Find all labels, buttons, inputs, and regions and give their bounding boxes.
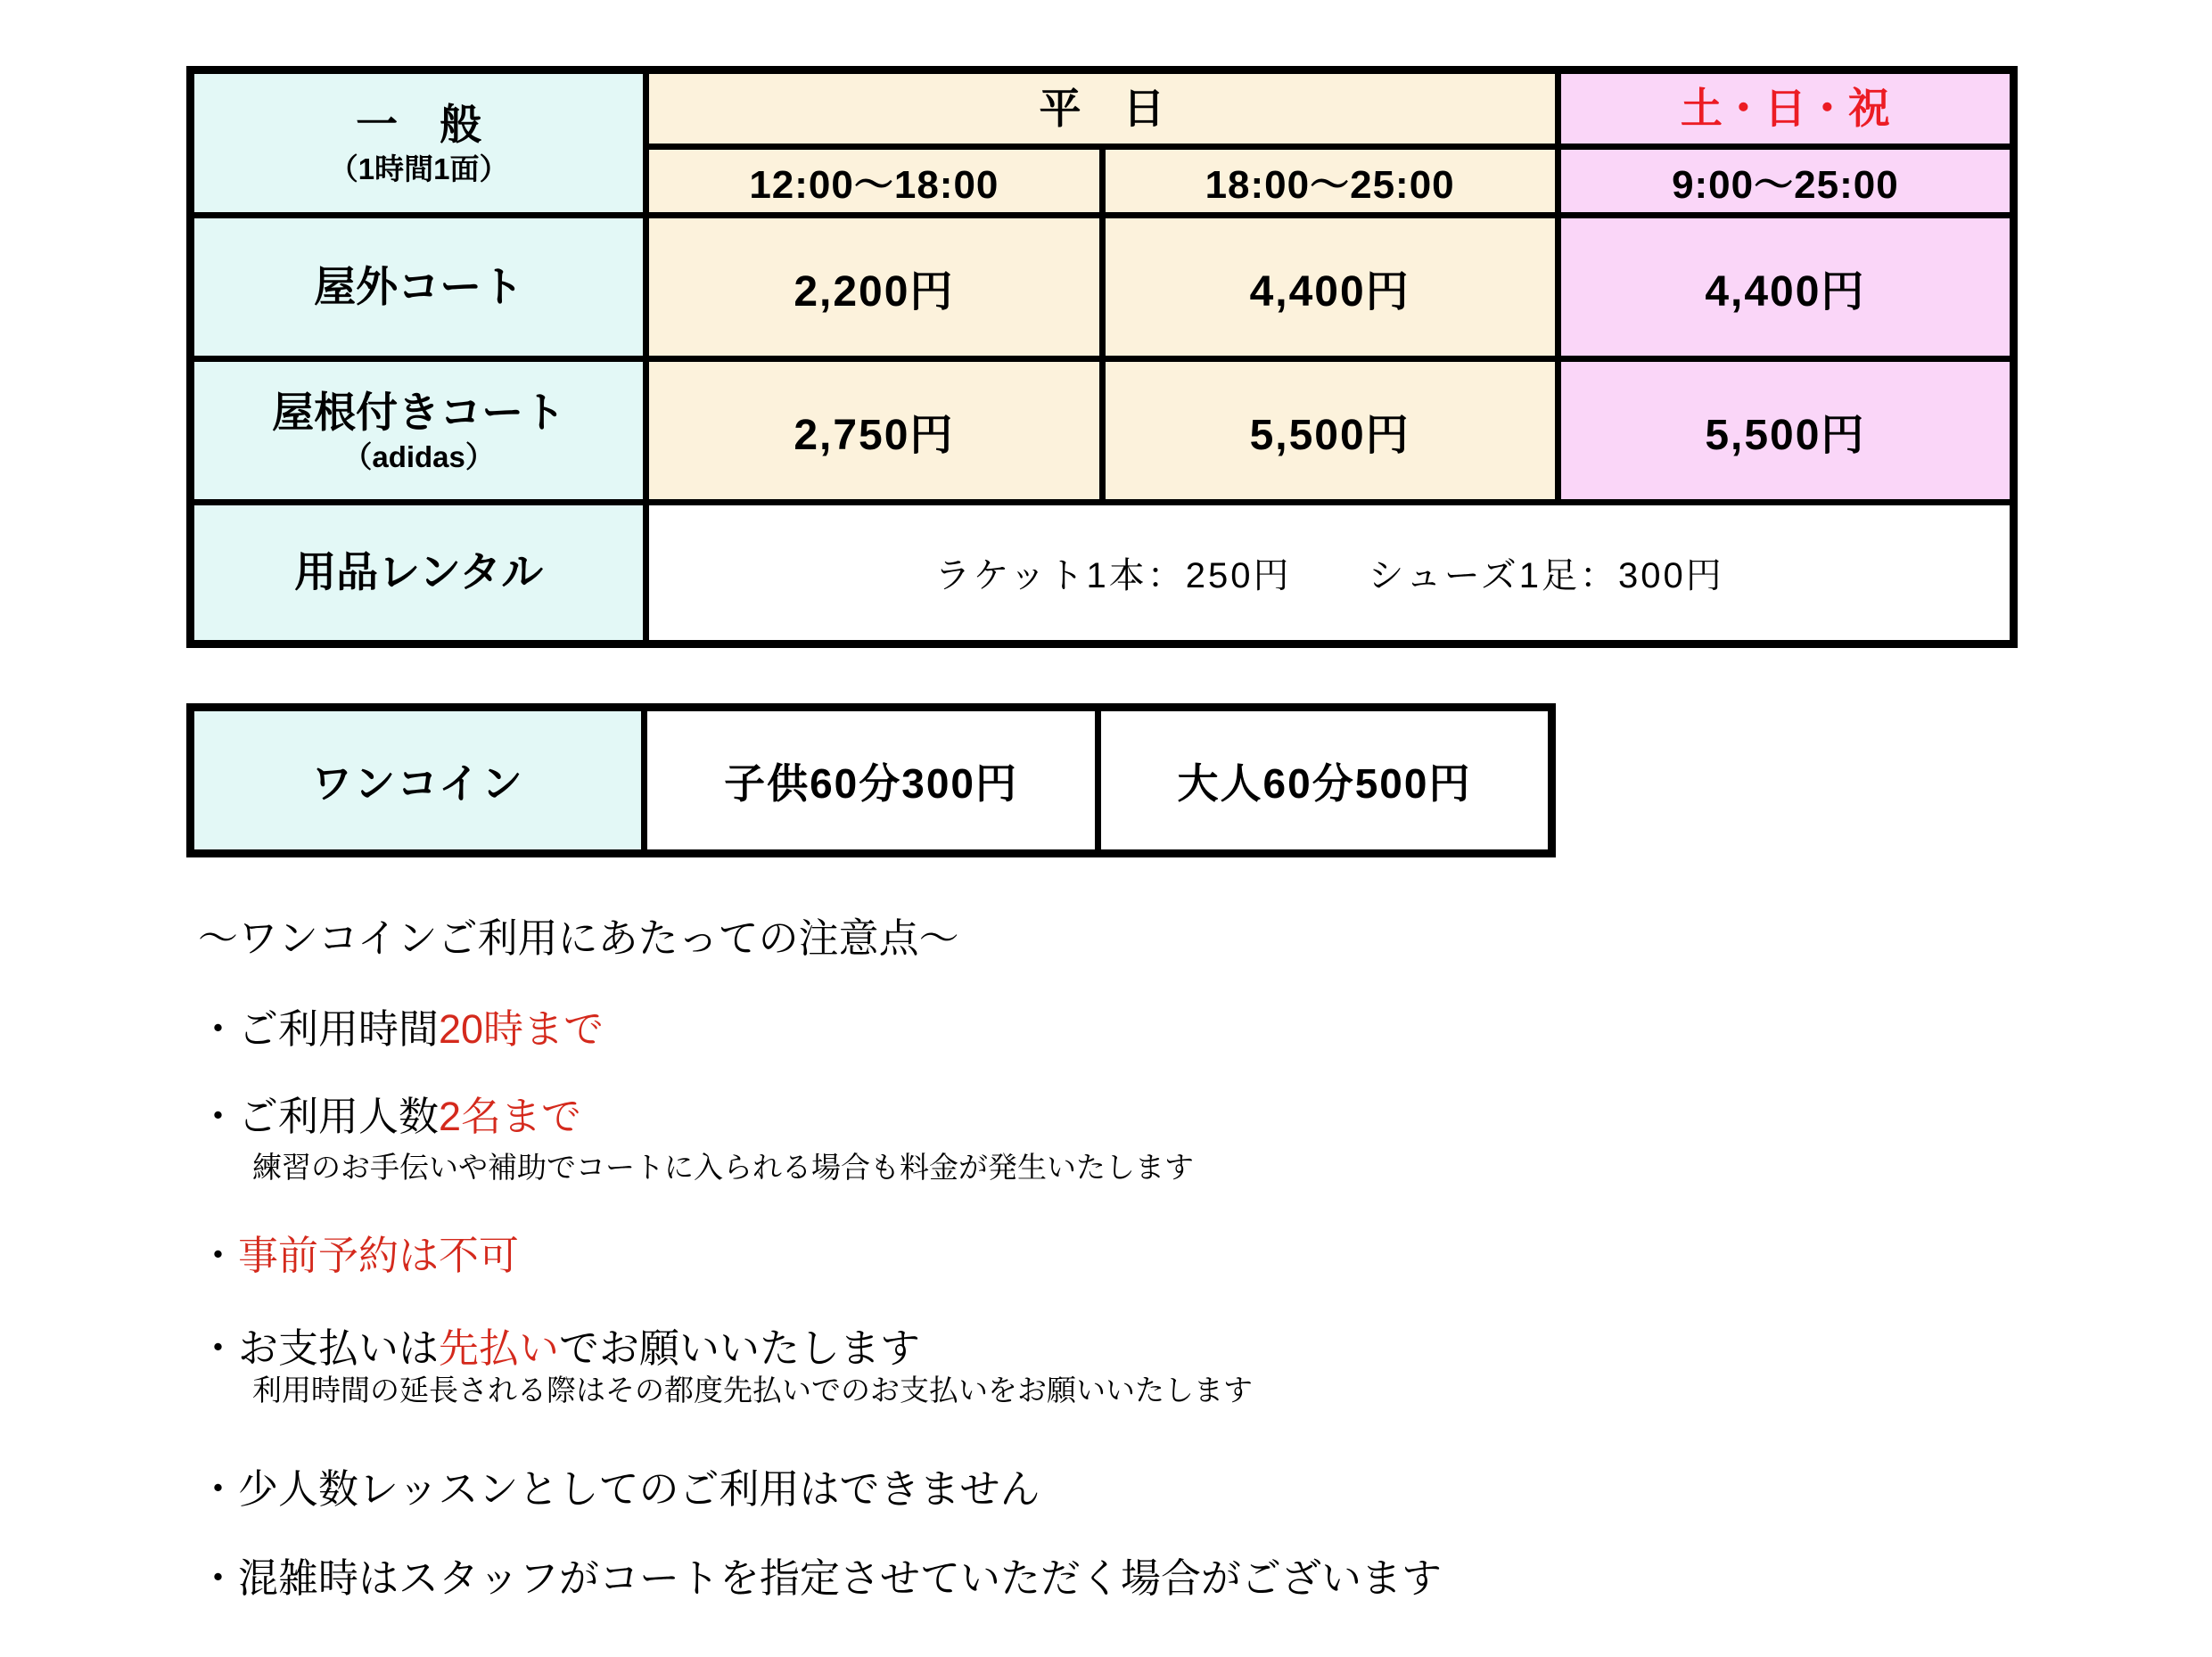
note-text: ・少人数レッスンとしてのご利用はできません	[198, 1466, 1040, 1512]
outdoor-court-label: 屋外コート	[191, 216, 646, 359]
roofed-court-label-cell	[191, 359, 646, 503]
onecoin-table	[186, 703, 1556, 857]
general-label: 一 般	[356, 101, 482, 149]
rental-row	[191, 503, 2014, 644]
roofed-court-sublabel: （adidas）	[342, 439, 495, 473]
onecoin-row	[191, 708, 1552, 854]
note-people-limit-detail: 練習のお手伝いや補助でコートに入られる場合も料金が発生いたします	[252, 1151, 1194, 1184]
header-row-1	[191, 70, 2014, 147]
note-text: ・	[198, 1233, 239, 1278]
general-sublabel: （1時間1面）	[328, 152, 509, 186]
weekday-slot1-cell: 12:00〜18:00	[646, 147, 1102, 216]
roofed-weekday1-price: 2,750円	[646, 359, 1102, 503]
note-text: でお願いいたします	[559, 1325, 921, 1371]
weekday-slot2-cell: 18:00〜25:00	[1102, 147, 1558, 216]
onecoin-child-price: 子供60分300円	[645, 708, 1098, 854]
note-prepayment-detail: 利用時間の延長される際はその都度先払いでのお支払いをお願いいたします	[252, 1374, 1253, 1407]
note-text: ・ご利用人数	[198, 1094, 440, 1139]
note-text: ・ご利用時間	[198, 1006, 440, 1052]
roofed-court-row	[191, 359, 2014, 503]
note-red-text: 20時まで	[439, 1006, 604, 1052]
outdoor-weekday2-price: 4,400円	[1102, 216, 1558, 359]
roofed-court-label: 屋根付きコート	[272, 388, 566, 436]
note-text: ・お支払いは	[198, 1325, 440, 1371]
notes-title: 〜ワンコインご利用にあたっての注意点〜	[198, 915, 959, 961]
note-red-text: 事前予約は不可	[238, 1233, 520, 1278]
outdoor-weekend-price: 4,400円	[1558, 216, 2013, 359]
roofed-weekend-price: 5,500円	[1558, 359, 2013, 503]
note-no-reservation	[198, 1232, 519, 1280]
general-header-cell	[191, 70, 646, 216]
note-usage-time	[198, 1005, 604, 1054]
onecoin-adult-price: 大人60分500円	[1098, 708, 1552, 854]
note-prepayment	[198, 1325, 920, 1373]
note-text: ・混雑時はスタッフがコートを指定させていただく場合がございます	[198, 1555, 1443, 1601]
outdoor-court-row	[191, 216, 2014, 359]
rental-prices: ラケット1本：250円 シューズ1足：300円	[646, 503, 2014, 644]
onecoin-label: ワンコイン	[191, 708, 645, 854]
note-crowding	[198, 1554, 1442, 1603]
general-price-table	[186, 66, 2018, 648]
note-red-text: 2名まで	[439, 1094, 582, 1139]
note-people-limit	[198, 1093, 581, 1141]
weekend-slot-cell: 9:00〜25:00	[1558, 147, 2013, 216]
roofed-weekday2-price: 5,500円	[1102, 359, 1558, 503]
rental-label: 用品レンタル	[191, 503, 646, 644]
note-red-text: 先払い	[439, 1325, 560, 1371]
note-no-lessons	[198, 1465, 1040, 1513]
outdoor-weekday1-price: 2,200円	[646, 216, 1102, 359]
weekend-header-cell: 土・日・祝	[1558, 70, 2013, 147]
weekday-header-cell: 平 日	[646, 70, 1558, 147]
